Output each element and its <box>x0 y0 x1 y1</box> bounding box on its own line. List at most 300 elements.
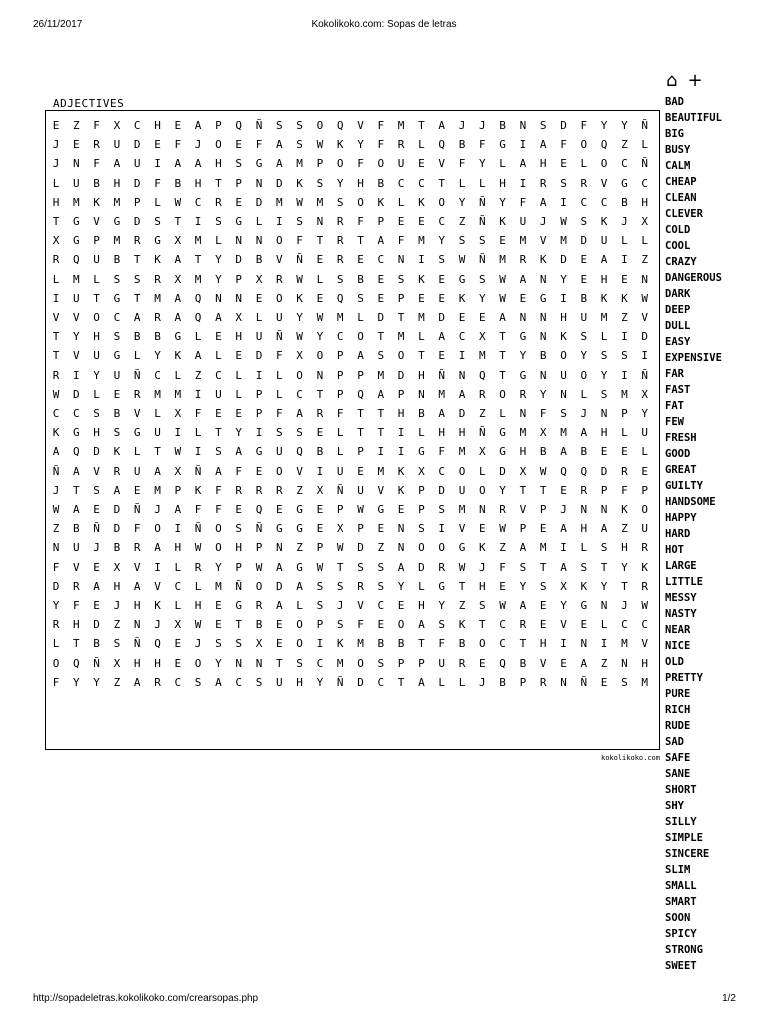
grid-cell: F <box>397 234 405 248</box>
word-list-item: HARD <box>665 528 691 540</box>
grid-cell: I <box>560 637 567 651</box>
grid-cell: T <box>478 618 486 632</box>
grid-cell: V <box>93 215 100 228</box>
grid-cell: L <box>580 387 588 401</box>
grid-cell: X <box>113 119 121 132</box>
grid-cell: I <box>275 215 283 228</box>
grid-cell: L <box>296 599 303 612</box>
grid-cell: A <box>194 349 202 363</box>
grid-cell: R <box>641 541 648 555</box>
grid-cell: T <box>397 311 405 324</box>
grid-cell: I <box>174 426 182 440</box>
grid-cell: T <box>621 579 628 593</box>
grid-cell: S <box>336 195 344 209</box>
grid-cell: T <box>52 330 60 344</box>
grid-cell: V <box>72 311 80 324</box>
grid-cell: I <box>194 387 202 401</box>
grid-cell: E <box>418 215 425 228</box>
grid-cell: Ñ <box>336 483 344 497</box>
word-list-item: FAST <box>665 384 691 396</box>
grid-cell: B <box>113 253 121 267</box>
grid-cell: K <box>154 599 161 612</box>
grid-cell: J <box>52 138 60 152</box>
grid-cell: H <box>296 675 303 689</box>
grid-cell: C <box>296 387 303 401</box>
word-list-item: COLD <box>665 224 691 236</box>
word-list-item: RUDE <box>665 720 691 732</box>
grid-cell: W <box>336 541 344 555</box>
grid-cell: B <box>377 176 385 190</box>
grid-cell: H <box>539 637 547 651</box>
grid-cell: O <box>478 483 486 497</box>
word-list-item: DEEP <box>665 304 691 316</box>
grid-cell: E <box>235 407 242 420</box>
grid-cell: V <box>641 637 648 651</box>
grid-cell: X <box>336 522 344 536</box>
grid-cell: P <box>397 656 405 670</box>
grid-cell: L <box>336 426 344 440</box>
grid-cell: F <box>357 157 364 171</box>
grid-cell: H <box>519 445 527 459</box>
grid-cell: M <box>72 272 80 286</box>
grid-cell: T <box>72 483 80 497</box>
grid-cell: A <box>215 311 222 324</box>
grid-cell: F <box>194 503 202 516</box>
grid-cell: T <box>499 330 506 344</box>
grid-cell: E <box>580 253 588 267</box>
grid-cell: O <box>275 464 283 478</box>
grid-cell: F <box>296 234 303 248</box>
word-list-item: DULL <box>665 320 691 332</box>
grid-cell: P <box>93 234 100 248</box>
grid-cell: Z <box>499 541 506 555</box>
word-list-item: SAD <box>665 736 684 748</box>
grid-cell: P <box>316 541 324 555</box>
grid-cell: U <box>560 368 567 382</box>
grid-cell: L <box>336 445 344 459</box>
grid-cell: A <box>72 464 80 478</box>
grid-cell: R <box>397 138 405 152</box>
grid-cell: Z <box>621 522 628 536</box>
grid-cell: M <box>458 503 466 516</box>
grid-cell: U <box>93 349 100 363</box>
grid-cell: A <box>377 387 385 401</box>
grid-cell: C <box>113 311 121 324</box>
grid-cell: T <box>215 426 222 440</box>
grid-cell: Ñ <box>336 675 344 689</box>
grid-cell: I <box>194 445 202 459</box>
grid-cell: U <box>641 522 648 536</box>
grid-cell: G <box>499 426 506 440</box>
grid-cell: I <box>154 157 161 171</box>
grid-cell: M <box>418 234 425 248</box>
grid-cell: V <box>357 119 364 132</box>
grid-cell: J <box>154 503 161 516</box>
grid-cell: O <box>194 656 202 670</box>
grid-cell: G <box>296 560 303 574</box>
word-list-item: FEW <box>665 416 684 428</box>
grid-cell: G <box>458 541 466 555</box>
grid-cell: S <box>357 560 364 574</box>
grid-cell: V <box>539 234 547 248</box>
grid-cell: P <box>377 215 385 228</box>
grid-cell: S <box>438 618 445 632</box>
grid-cell: I <box>255 426 263 440</box>
grid-cell: E <box>357 464 364 478</box>
grid-cell: E <box>154 138 161 152</box>
grid-cell: Y <box>621 119 628 132</box>
word-list-item: HANDSOME <box>665 496 716 508</box>
grid-cell: H <box>235 541 242 555</box>
grid-cell: G <box>133 426 141 440</box>
grid-cell: W <box>560 215 567 228</box>
grid-cell: J <box>52 157 60 171</box>
grid-cell: G <box>72 215 80 228</box>
grid-cell: G <box>519 330 527 344</box>
grid-cell: P <box>600 483 608 497</box>
grid-cell: S <box>316 579 324 593</box>
grid-cell: N <box>72 157 80 171</box>
grid-cell: A <box>174 311 182 324</box>
grid-cell: W <box>641 291 648 305</box>
grid-cell: Q <box>255 503 263 516</box>
grid-cell: Z <box>621 138 628 152</box>
grid-cell: Q <box>580 464 588 478</box>
grid-cell: F <box>72 599 80 612</box>
grid-cell: O <box>357 330 364 344</box>
grid-cell: M <box>621 637 628 651</box>
grid-cell: A <box>560 522 567 536</box>
grid-cell: B <box>519 656 527 670</box>
grid-cell: P <box>357 368 364 382</box>
grid-cell: Y <box>539 387 547 401</box>
grid-cell: X <box>519 464 527 478</box>
grid-cell: W <box>316 560 324 574</box>
grid-cell: I <box>641 349 648 363</box>
grid-cell: T <box>52 215 60 228</box>
grid-cell: T <box>600 560 608 574</box>
plus-icon[interactable]: + <box>687 70 703 91</box>
grid-cell: K <box>600 215 608 228</box>
grid-cell: L <box>255 215 263 228</box>
grid-cell: N <box>600 503 608 516</box>
grid-cell: F <box>519 195 527 209</box>
grid-cell: Ñ <box>478 253 486 267</box>
grid-cell: V <box>519 503 527 516</box>
grid-cell: A <box>296 407 303 420</box>
grid-cell: M <box>519 426 527 440</box>
grid-cell: R <box>72 579 80 593</box>
grid-cell: T <box>418 349 425 363</box>
grid-cell: A <box>377 234 385 248</box>
grid-cell: B <box>580 445 588 459</box>
grid-cell: N <box>397 541 405 555</box>
grid-cell: T <box>72 637 80 651</box>
grid-cell: T <box>418 637 425 651</box>
grid-cell: C <box>154 368 161 382</box>
grid-cell: C <box>580 195 588 209</box>
grid-cell: W <box>194 541 202 555</box>
grid-cell: K <box>377 195 385 209</box>
grid-cell: F <box>194 407 202 420</box>
puzzle-title: ADJECTIVES <box>53 97 125 110</box>
grid-cell: S <box>438 253 445 267</box>
grid-cell: A <box>133 311 141 324</box>
grid-cell: A <box>275 599 283 612</box>
grid-cell: S <box>296 656 303 670</box>
grid-cell: Ñ <box>275 330 283 344</box>
grid-cell: A <box>235 445 242 459</box>
grid-cell: Q <box>154 637 161 651</box>
grid-cell: J <box>478 119 486 132</box>
grid-cell: K <box>600 291 608 305</box>
grid-cell: N <box>600 599 608 612</box>
grid-cell: F <box>52 675 60 689</box>
grid-cell: E <box>621 445 628 459</box>
grid-cell: R <box>519 253 527 267</box>
grid-cell: R <box>458 656 466 670</box>
grid-cell: A <box>93 579 100 593</box>
grid-cell: X <box>113 560 121 574</box>
grid-cell: O <box>458 464 466 478</box>
grid-cell: S <box>215 445 222 459</box>
grid-cell: M <box>194 234 202 248</box>
grid-cell: A <box>133 579 141 593</box>
grid-cell: D <box>93 618 100 632</box>
grid-cell: S <box>621 675 628 689</box>
grid-cell: L <box>133 349 141 363</box>
grid-cell: L <box>621 426 628 440</box>
grid-cell: F <box>478 138 486 152</box>
grid-cell: S <box>621 349 628 363</box>
grid-cell: L <box>215 349 222 363</box>
grid-cell: D <box>418 560 425 574</box>
grid-cell: M <box>174 387 182 401</box>
grid-cell: M <box>478 349 486 363</box>
grid-cell: I <box>154 560 161 574</box>
grid-cell: H <box>215 157 222 171</box>
grid-cell: N <box>539 311 547 324</box>
grid-cell: W <box>52 503 60 516</box>
grid-cell: W <box>539 464 547 478</box>
grid-cell: S <box>377 349 385 363</box>
grid-cell: U <box>93 253 100 267</box>
grid-cell: E <box>275 637 283 651</box>
grid-cell: L <box>357 311 364 324</box>
grid-cell: Y <box>600 368 608 382</box>
grid-cell: C <box>377 599 385 612</box>
grid-cell: Y <box>72 675 80 689</box>
grid-cell: M <box>458 445 466 459</box>
grid-cell: R <box>438 560 445 574</box>
grid-cell: A <box>560 445 567 459</box>
grid-cell: C <box>499 618 506 632</box>
grid-cell: S <box>600 541 608 555</box>
grid-cell: A <box>539 138 547 152</box>
grid-cell: Z <box>113 618 121 632</box>
grid-cell: U <box>113 138 121 152</box>
grid-cell: L <box>93 387 100 401</box>
grid-cell: U <box>519 215 527 228</box>
grid-cell: L <box>438 675 445 689</box>
grid-cell: M <box>194 272 202 286</box>
grid-cell: Y <box>641 407 648 420</box>
grid-cell: B <box>458 637 466 651</box>
grid-cell: A <box>275 157 283 171</box>
grid-cell: W <box>255 560 263 574</box>
word-list-item: FAR <box>665 368 684 380</box>
grid-cell: Ñ <box>438 368 445 382</box>
grid-cell: K <box>478 541 486 555</box>
grid-cell: S <box>215 215 222 228</box>
grid-cell: C <box>72 407 80 420</box>
grid-cell: U <box>580 311 588 324</box>
grid-cell: O <box>93 311 100 324</box>
grid-cell: I <box>519 176 527 190</box>
grid-cell: W <box>499 599 506 612</box>
grid-cell: U <box>357 483 364 497</box>
grid-cell: N <box>52 541 60 555</box>
grid-cell: F <box>93 157 100 171</box>
grid-cell: W <box>641 599 648 612</box>
grid-cell: R <box>52 368 60 382</box>
grid-cell: F <box>357 618 364 632</box>
grid-cell: S <box>580 215 588 228</box>
grid-cell: R <box>255 483 263 497</box>
grid-cell: F <box>93 119 100 132</box>
grid-cell: P <box>397 291 405 305</box>
grid-cell: U <box>113 368 121 382</box>
word-list-item: FRESH <box>665 432 697 444</box>
grid-cell: C <box>174 579 182 593</box>
grid-cell: E <box>316 426 324 440</box>
grid-cell: R <box>539 176 547 190</box>
word-list-item: GUILTY <box>665 480 703 492</box>
grid-cell: J <box>194 637 202 651</box>
grid-cell: S <box>113 426 121 440</box>
grid-cell: X <box>641 387 648 401</box>
grid-cell: V <box>52 311 60 324</box>
grid-cell: O <box>52 656 60 670</box>
grid-cell: F <box>438 445 445 459</box>
grid-cell: X <box>560 579 567 593</box>
grid-cell: B <box>357 272 364 286</box>
grid-cell: E <box>397 503 405 516</box>
word-list-item: NEAR <box>665 624 691 636</box>
grid-cell: Y <box>621 560 628 574</box>
grid-cell: I <box>418 253 425 267</box>
grid-cell: E <box>560 483 567 497</box>
word-list-item: CLEVER <box>665 208 703 220</box>
grid-cell: J <box>93 541 100 555</box>
grid-cell: K <box>621 291 628 305</box>
grid-cell: Y <box>560 599 567 612</box>
grid-cell: A <box>519 599 527 612</box>
grid-cell: F <box>458 157 466 171</box>
grid-cell: D <box>255 195 263 209</box>
grid-cell: O <box>560 349 567 363</box>
home-icon[interactable]: ⌂ <box>666 70 678 91</box>
grid-cell: U <box>72 541 80 555</box>
grid-cell: Y <box>519 349 527 363</box>
grid-cell: U <box>72 176 80 190</box>
grid-cell: C <box>641 176 648 190</box>
grid-cell: M <box>113 234 121 248</box>
grid-cell: A <box>580 426 588 440</box>
grid-cell: S <box>275 426 283 440</box>
grid-cell: S <box>397 272 405 286</box>
grid-cell: A <box>174 157 182 171</box>
grid-cell: D <box>275 176 283 190</box>
word-list-item: MESSY <box>665 592 697 604</box>
grid-cell: Ñ <box>133 503 141 516</box>
grid-cell: N <box>397 522 405 536</box>
grid-cell: K <box>397 483 405 497</box>
grid-cell: S <box>377 579 385 593</box>
grid-cell: D <box>235 253 242 267</box>
grid-cell: E <box>377 618 385 632</box>
grid-cell: C <box>621 618 628 632</box>
grid-cell: A <box>600 253 608 267</box>
grid-cell: C <box>235 675 242 689</box>
word-list-item: SIMPLE <box>665 832 703 844</box>
grid-cell: E <box>600 445 608 459</box>
grid-cell: A <box>154 541 161 555</box>
grid-cell: B <box>113 407 121 420</box>
grid-cell: R <box>275 272 283 286</box>
grid-cell: O <box>438 195 445 209</box>
word-list-item: LARGE <box>665 560 697 572</box>
word-list <box>665 94 722 974</box>
grid-cell: V <box>72 349 80 363</box>
grid-cell: S <box>600 349 608 363</box>
grid-cell: Q <box>438 138 445 152</box>
grid-cell: L <box>418 138 425 152</box>
grid-cell: E <box>418 291 425 305</box>
grid-cell: R <box>641 579 648 593</box>
grid-cell: Y <box>478 157 486 171</box>
grid-cell: P <box>539 503 547 516</box>
grid-cell: S <box>336 579 344 593</box>
grid-cell: Z <box>296 483 303 497</box>
grid-cell: A <box>458 387 466 401</box>
grid-cell: U <box>72 291 80 305</box>
grid-cell: F <box>336 407 344 420</box>
grid-cell: Z <box>641 253 648 267</box>
grid-cell: N <box>478 503 486 516</box>
grid-cell: U <box>133 157 141 171</box>
grid-cell: L <box>235 387 242 401</box>
grid-cell: T <box>539 560 547 574</box>
grid-cell: S <box>275 119 283 132</box>
grid-cell: Y <box>438 234 445 248</box>
grid-cell: H <box>113 176 121 190</box>
grid-cell: H <box>539 157 547 171</box>
grid-cell: S <box>478 272 486 286</box>
grid-cell: G <box>154 234 161 248</box>
word-list-item: CHEAP <box>665 176 697 188</box>
grid-cell: E <box>621 272 628 286</box>
grid-cell: M <box>560 234 567 248</box>
word-list-item: GOOD <box>665 448 691 460</box>
grid-cell: Y <box>316 675 324 689</box>
grid-cell: O <box>438 541 445 555</box>
grid-cell: T <box>438 176 445 190</box>
grid-cell: A <box>52 445 60 459</box>
grid-cell: R <box>215 195 222 209</box>
grid-cell: C <box>194 195 202 209</box>
word-list-item: SPICY <box>665 928 697 940</box>
